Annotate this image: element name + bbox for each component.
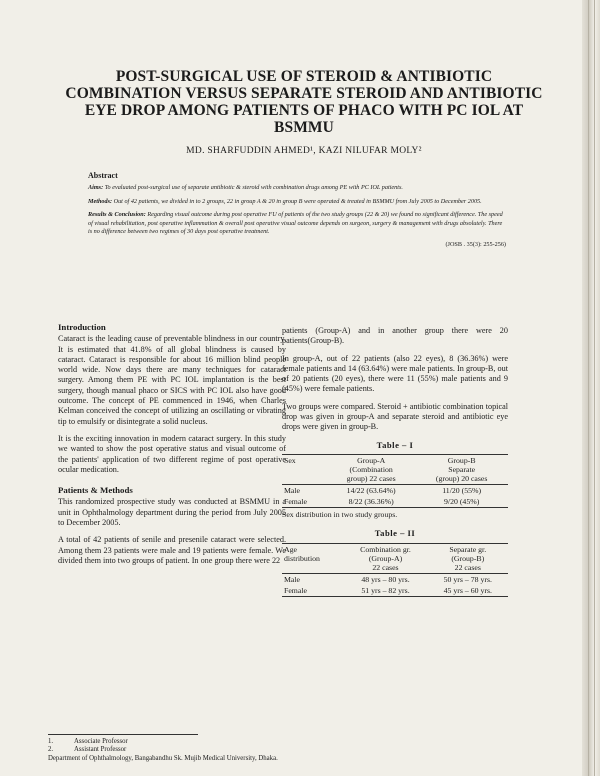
left-column (58, 322, 286, 573)
table-cell: Male (284, 485, 301, 495)
footnote-number: 1. (48, 738, 54, 745)
intro-heading: Introduction (58, 322, 106, 332)
citation: (JOSB . 35(3): 255-256) (445, 241, 506, 249)
table-1-header: Group-B Separate (group) 20 cases (415, 454, 508, 484)
methods-heading: Patients & Methods (58, 485, 133, 496)
abstract-block (88, 172, 506, 250)
footnote-rule (48, 734, 198, 735)
abstract-heading: Abstract (88, 171, 118, 180)
footnote-1 (48, 738, 518, 746)
table-1-header: Group-A (Combination group) 22 cases (327, 454, 415, 484)
methods-paragraph-2: A total of 42 patients of senile and presenile cataract were selected. Among them 23 patients were male and 19 patients were female. We divided them into two groups of patient. In one group there were 22 (58, 535, 286, 565)
table-2 (282, 543, 508, 597)
table-1 (282, 454, 508, 508)
aims-label: Aims: (88, 184, 104, 192)
table-row (282, 585, 508, 597)
page-edge-shadow (582, 0, 600, 776)
abstract-results (88, 211, 506, 236)
table-1-header: Sex (282, 454, 327, 484)
methods-paragraph-1: This randomized prospective study was conducted at BSMMU in a unit in Ophthalmology department during the period from July 2005 to December 2005. (58, 497, 286, 528)
methods-label: Methods: (88, 197, 113, 205)
table-2-header: Age distribution (282, 543, 343, 573)
table-cell: 9/20 (45%) (415, 496, 508, 508)
authors: MD. SHARFUDDIN AHMED¹, KAZI NILUFAR MOLY² (186, 146, 422, 156)
table-row (282, 573, 508, 585)
table-cell: 50 yrs – 78 yrs. (443, 574, 492, 584)
table-cell: 14/22 (63.64%) (346, 485, 396, 495)
table-2-title: Table – II (374, 528, 416, 539)
table-1-caption: Sex distribution in two study groups. (282, 509, 398, 519)
intro-paragraph-1: Cataract is the leading cause of preventable blindness in our country. It is estimated that 41.8% of all global blindness is caused by cataract. Cataract is responsible for about 16 million blind people world wide. Now days there are many techniques for cataract surgery. Among them PE with PC IOL implantation is the best surgery, though manual phaco or SICS with PC IOL also have good outcome. The concept of PE commenced in 1946, when Charles Kelman conceived the concept of utilizing an oscillating or vibrating tip to emulsify or disintegrate a solid nucleus. (58, 334, 286, 426)
footnote-text: Assistant Professor (74, 746, 127, 754)
table-row (282, 484, 508, 496)
right-column (282, 326, 508, 597)
table-cell: Male (284, 574, 301, 584)
article-title: POST-SURGICAL USE OF STEROID & ANTIBIOTIC COMBINATION VERSUS SEPARATE STEROID AND ANTIBIOTIC EYE DROP AMONG PATIENTS OF PHACO WITH PC IOL AT BSMMU (65, 68, 543, 136)
footnote-text: Associate Professor (74, 738, 128, 745)
table-cell: Female (282, 496, 327, 508)
affiliation: Department of Ophthalmology, Bangabandhu Sk. Mujib Medical University, Dhaka. (48, 754, 278, 762)
table-cell: 51 yrs – 82 yrs. (343, 585, 427, 597)
right-paragraph-3: Two groups were compared. Steroid + antibiotic combination topical drop was given in group-A and separate steroid and antibiotic eye drops were given in group-B. (282, 401, 508, 432)
table-cell: 8/22 (36.36%) (327, 496, 415, 508)
table-cell: 11/20 (55%) (442, 485, 482, 495)
results-text: Regarding visual outcome during post operative FU of patients of the two study groups (22 & 20) we found no significant difference. The speed of visual rehabilitation, post operative inflammation & overall post operative visual outcome depends on surgeon, surgery & management with drugs absolutely. There is no difference between two regimes of 30 days post operative treatment. (88, 211, 503, 236)
abstract-aims (88, 184, 506, 192)
intro-paragraph-2: It is the exciting innovation in modern cataract surgery. In this study we wanted to show the post operative status and visual outcome of the patients' application of two different regime of post operative ocular medication. (58, 433, 286, 474)
aims-text: To evaluated post-surgical use of separate antibiotic & steroid with combination drugs among PE with PC IOL patients. (104, 184, 403, 192)
table-2-header: Combination gr. (Group-A) 22 cases (343, 543, 427, 573)
table-2-header: Separate gr. (Group-B) 22 cases (428, 543, 508, 573)
abstract-methods (88, 198, 506, 206)
table-cell: Female (282, 585, 343, 597)
results-label: Results & Conclusion: (88, 211, 146, 219)
footnote-2 (48, 746, 518, 754)
methods-text: Out of 42 patients, we divided in to 2 groups, 22 in group A & 20 in group B were operated & treated in BSMMU from July 2005 to December 2005. (113, 197, 482, 205)
footnotes (48, 734, 518, 763)
footnote-number: 2. (48, 746, 54, 754)
table-cell: 45 yrs – 60 yrs. (428, 585, 508, 597)
table-row (282, 496, 508, 508)
table-cell: 48 yrs – 80 yrs. (361, 574, 410, 584)
right-paragraph-2: In group-A, out of 22 patients (also 22 eyes), 8 (36.36%) were female patients and 14 (63.64%) were male patients. In group-B, out of 20 patients (20 eyes), there were 11 (55%) male patients and 9 (45%) were female patients. (282, 353, 508, 394)
right-paragraph-1: patients (Group-A) and in another group there were 20 patients(Group-B). (282, 326, 508, 346)
table-1-title: Table – I (376, 439, 414, 450)
